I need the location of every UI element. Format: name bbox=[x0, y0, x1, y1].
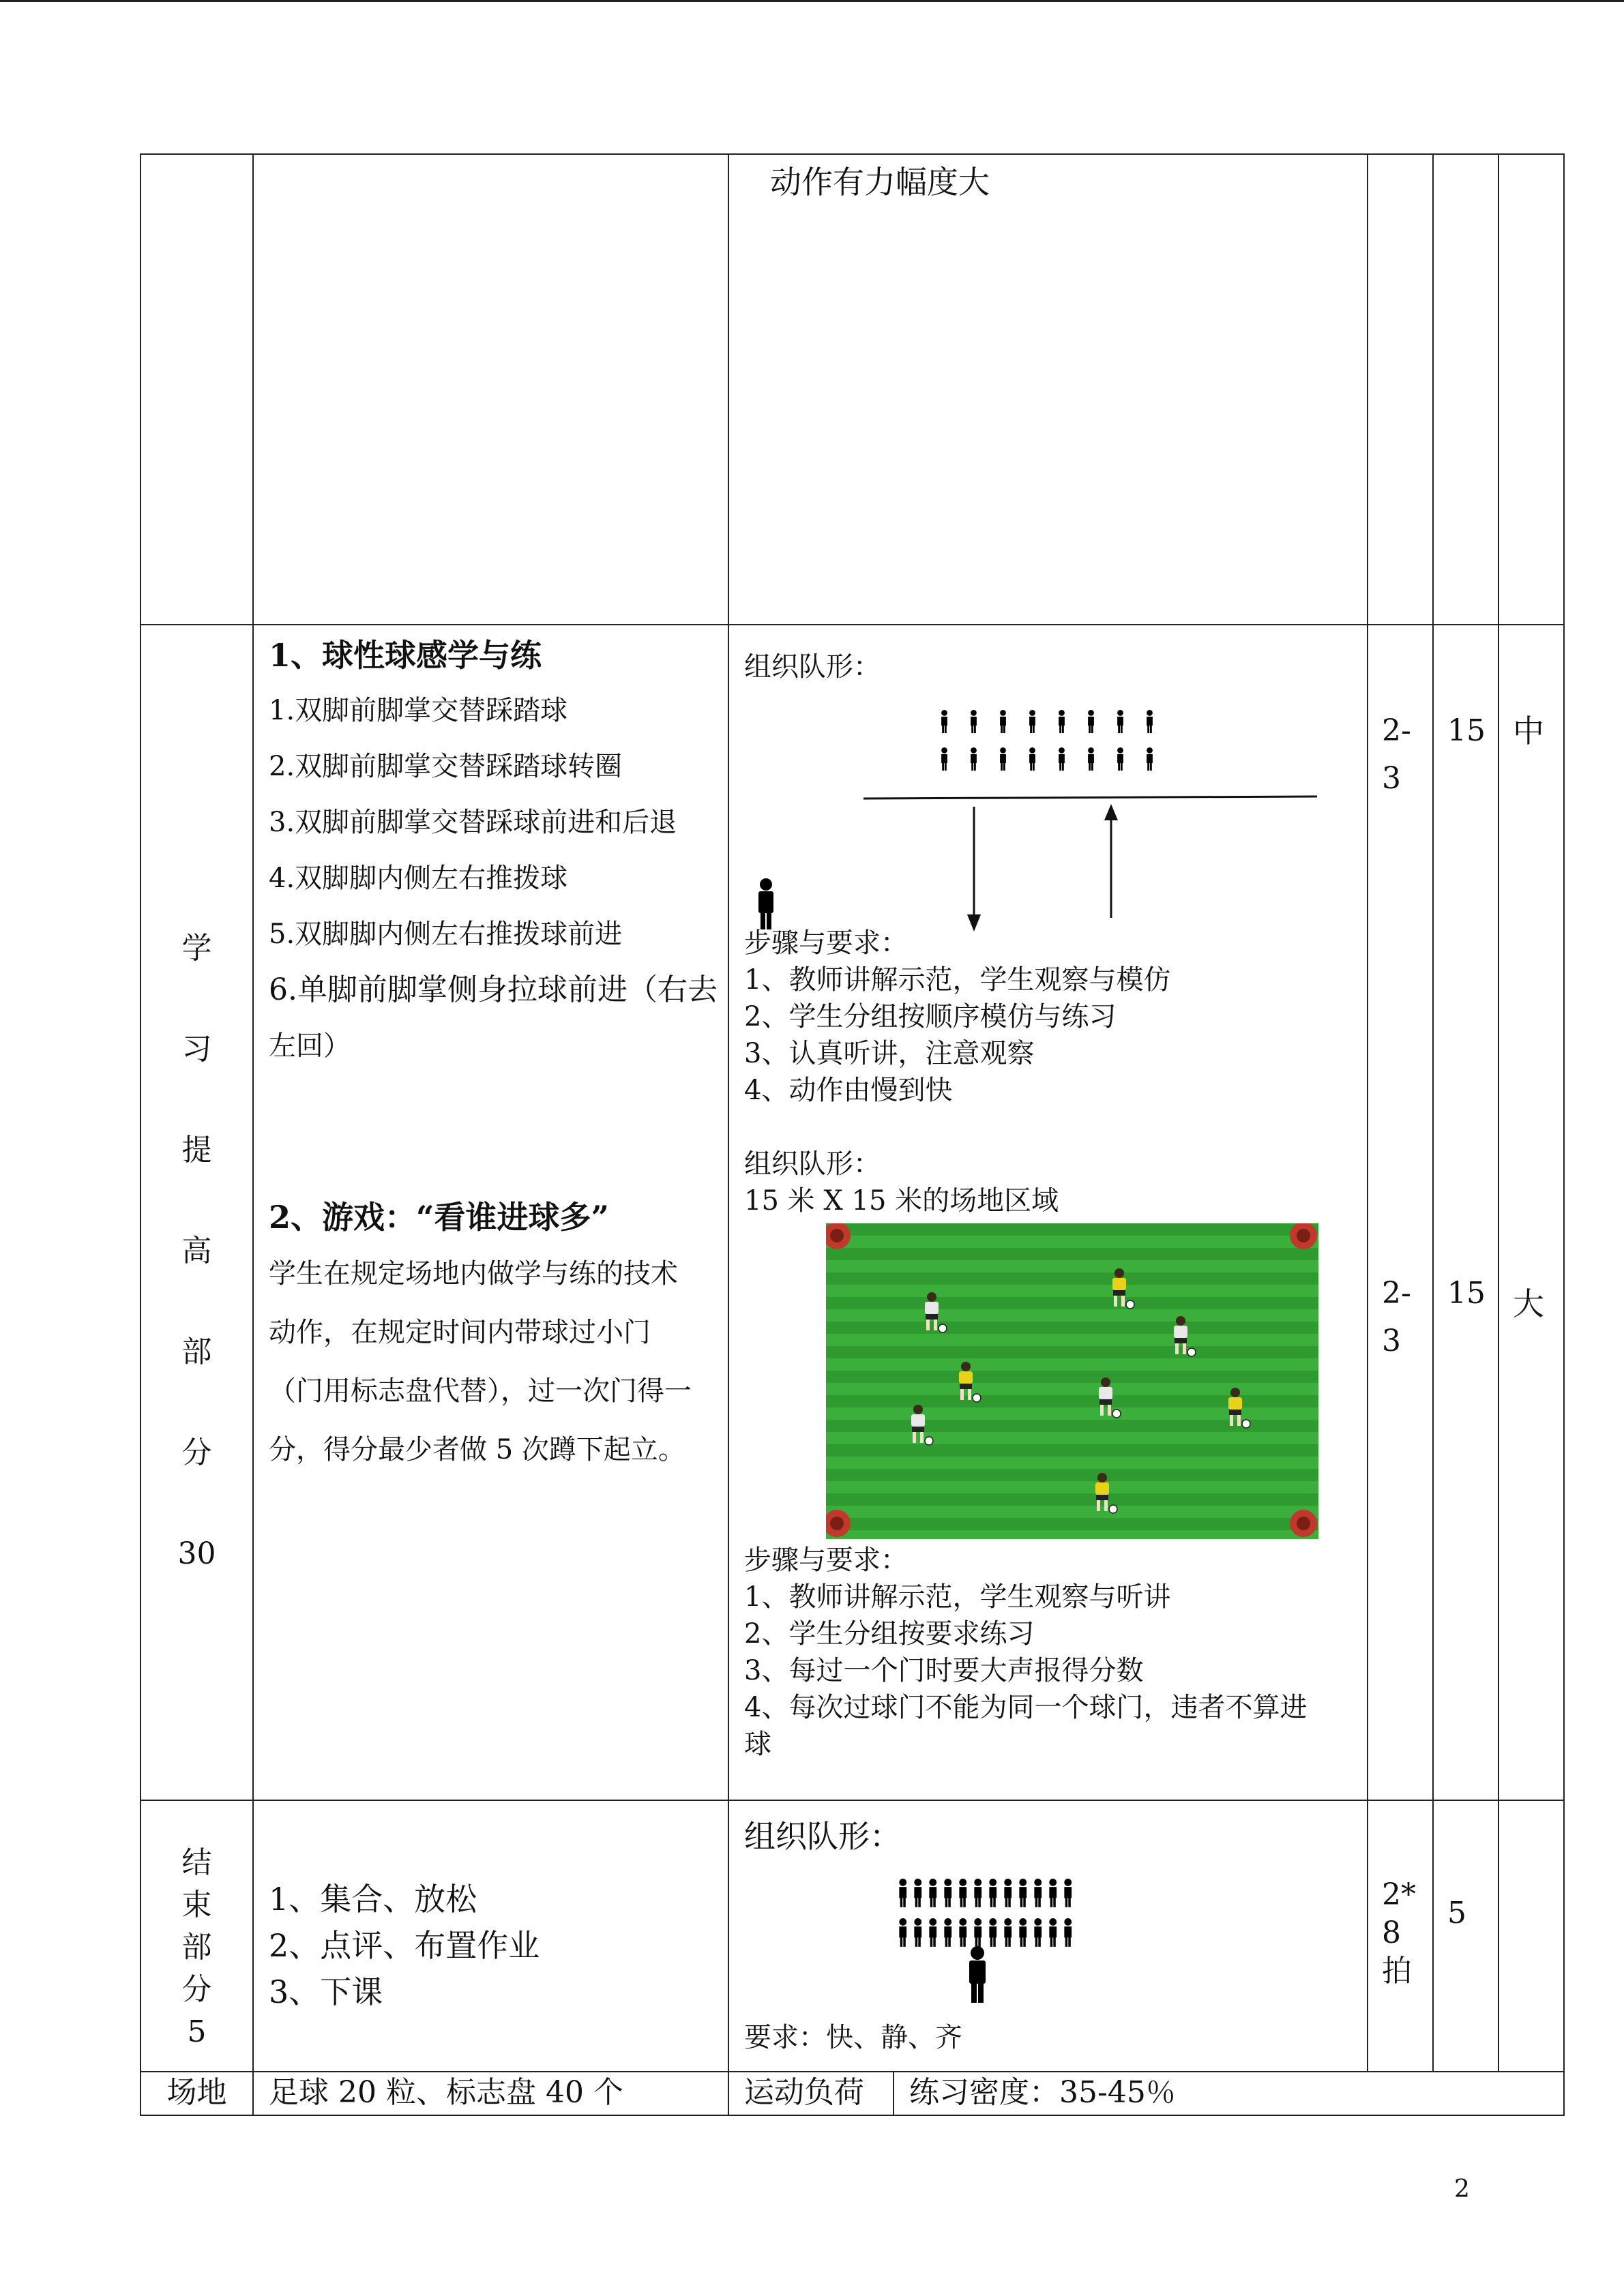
student-figure bbox=[971, 747, 977, 771]
org-label: 组织队形： bbox=[744, 1818, 901, 1855]
step-item: 4、每次过球门不能为同一个球门，违者不算进 bbox=[744, 1692, 1308, 1723]
minutes-cell bbox=[1433, 625, 1498, 1800]
student-figure bbox=[1029, 710, 1035, 733]
org1-label: 组织队形： bbox=[744, 651, 881, 683]
student-figure bbox=[1088, 747, 1094, 771]
content-cell bbox=[253, 1800, 728, 2072]
student-figure bbox=[989, 1918, 996, 1947]
student-figure bbox=[1147, 747, 1153, 771]
top-border-line bbox=[0, 0, 1624, 2]
step-item: 1、教师讲解示范，学生观察与模仿 bbox=[744, 964, 1171, 996]
section-char: 部 bbox=[181, 1930, 212, 1965]
section-char: 学 bbox=[181, 931, 212, 966]
requirement: 要求：快、静、齐 bbox=[744, 2022, 962, 2053]
list-item: 1.双脚前脚掌交替踩踏球 bbox=[269, 695, 568, 726]
table-row bbox=[141, 154, 1564, 625]
arrow-up-head bbox=[1104, 804, 1118, 820]
times-value: 2- bbox=[1382, 713, 1411, 748]
step-item: 4、动作由慢到快 bbox=[744, 1075, 953, 1106]
list-item: 3.双脚前脚掌交替踩球前进和后退 bbox=[269, 807, 677, 838]
student-figure bbox=[971, 710, 977, 733]
times-cell bbox=[1368, 625, 1433, 1800]
minutes-cell bbox=[1433, 154, 1498, 625]
student-figure bbox=[1034, 1918, 1042, 1947]
student-figure bbox=[941, 710, 947, 733]
step-item: 3、每过一个门时要大声报得分数 bbox=[744, 1655, 1144, 1686]
times-cell bbox=[1368, 1800, 1433, 2072]
student-figure bbox=[989, 1879, 996, 1907]
load-label: 运动负荷 bbox=[729, 2072, 894, 2115]
list-item: 2.双脚前脚掌交替踩踏球转圈 bbox=[269, 751, 623, 782]
student-figure bbox=[944, 1918, 951, 1947]
load-cell bbox=[1498, 625, 1564, 1800]
times-value: 2- bbox=[1382, 1276, 1411, 1311]
student-figure bbox=[1088, 710, 1094, 733]
step-item: 球 bbox=[744, 1729, 771, 1760]
student-figure bbox=[1029, 747, 1035, 771]
student-figure bbox=[1147, 710, 1153, 733]
field-surface bbox=[826, 1223, 1318, 1539]
student-figure bbox=[1019, 1918, 1027, 1947]
student-figure bbox=[914, 1879, 921, 1907]
list-item: 4.双脚脚内侧左右推拨球 bbox=[269, 863, 568, 894]
density-value: 练习密度：35-45％ bbox=[909, 2075, 1176, 2110]
minutes-value: 15 bbox=[1447, 713, 1486, 748]
student-figure bbox=[944, 1879, 951, 1907]
list-item: 5.双脚脚内侧左右推拨球前进 bbox=[269, 919, 623, 950]
student-figure bbox=[1019, 1879, 1027, 1907]
desc-line: 学生在规定场地内做学与练的技术 bbox=[269, 1258, 678, 1289]
load-value: 大 bbox=[1513, 1285, 1544, 1322]
section-char: 高 bbox=[181, 1234, 212, 1268]
teacher-figure bbox=[758, 878, 773, 929]
list-item: 3、下课 bbox=[269, 1973, 383, 2010]
times-value: 3 bbox=[1382, 1324, 1401, 1358]
student-figure bbox=[929, 1879, 936, 1907]
student-figure bbox=[929, 1918, 936, 1947]
org-cell bbox=[728, 625, 1368, 1800]
marker-cone bbox=[1290, 1510, 1317, 1537]
step-item: 3、认真听讲，注意观察 bbox=[744, 1038, 1035, 1069]
section-label-end bbox=[141, 1800, 253, 2072]
student-figure bbox=[1034, 1879, 1042, 1907]
desc-line: 分，得分最少者做 5 次蹲下起立。 bbox=[269, 1434, 685, 1465]
student-figure bbox=[1049, 1879, 1057, 1907]
section-char: 结 bbox=[181, 1845, 212, 1880]
section-char: 习 bbox=[181, 1032, 212, 1067]
student-figure bbox=[1004, 1918, 1012, 1947]
steps1-title: 步骤与要求： bbox=[744, 927, 908, 959]
page-number: 2 bbox=[1454, 2175, 1470, 2203]
times-cell bbox=[1368, 154, 1433, 625]
student-figure bbox=[941, 747, 947, 771]
student-figure bbox=[1059, 710, 1065, 733]
section-char: 分 bbox=[181, 1972, 212, 2007]
desc-line: 动作，在规定时间内带球过小门 bbox=[269, 1317, 651, 1348]
content-cell bbox=[253, 625, 728, 1800]
times-value: 2* bbox=[1382, 1877, 1416, 1912]
section-char: 提 bbox=[181, 1133, 212, 1167]
section-label-learn bbox=[141, 625, 253, 1800]
list-item: 1、集合、放松 bbox=[269, 1881, 477, 1918]
student-figure bbox=[1000, 747, 1006, 771]
student-figures bbox=[941, 710, 1153, 771]
times-value: 8 bbox=[1382, 1915, 1401, 1950]
student-figures bbox=[899, 1879, 1072, 1947]
student-figure bbox=[1117, 710, 1123, 733]
minutes-cell bbox=[1433, 1800, 1498, 2072]
step-item: 2、学生分组按顺序模仿与练习 bbox=[744, 1001, 1117, 1032]
load-footer-cell bbox=[728, 2072, 1564, 2115]
org-cell bbox=[728, 1800, 1368, 2072]
step-item: 1、教师讲解示范，学生观察与听讲 bbox=[744, 1581, 1171, 1613]
student-figure bbox=[899, 1918, 906, 1947]
lesson-plan-table bbox=[140, 153, 1565, 2116]
step-item: 2、学生分组按要求练习 bbox=[744, 1618, 1035, 1650]
student-figure bbox=[1064, 1879, 1072, 1907]
student-figure bbox=[959, 1918, 966, 1947]
times-value: 拍 bbox=[1382, 1954, 1412, 1988]
student-figure bbox=[1064, 1918, 1072, 1947]
part1-title: 1、球性球感学与练 bbox=[269, 637, 542, 674]
load-value: 中 bbox=[1513, 713, 1544, 749]
student-figure bbox=[974, 1879, 981, 1907]
section-char: 束 bbox=[181, 1888, 212, 1922]
table-row bbox=[141, 625, 1564, 1800]
student-figure bbox=[914, 1918, 921, 1947]
prev-text: 动作有力幅度大 bbox=[770, 164, 990, 200]
formation-diagram-2 bbox=[744, 1858, 1358, 2015]
list-item: 2、点评、布置作业 bbox=[269, 1927, 540, 1964]
top-line bbox=[863, 796, 1317, 799]
student-figure bbox=[1117, 747, 1123, 771]
part2-title: 2、游戏：“看谁进球多” bbox=[269, 1199, 609, 1236]
load-cell bbox=[1498, 154, 1564, 625]
steps2-title: 步骤与要求： bbox=[744, 1545, 908, 1576]
student-figure bbox=[1059, 747, 1065, 771]
org2-area: 15 米 X 15 米的场地区域 bbox=[744, 1185, 1059, 1217]
student-figure bbox=[959, 1879, 966, 1907]
section-char: 部 bbox=[181, 1335, 212, 1369]
table-row bbox=[141, 2072, 1564, 2115]
table-row bbox=[141, 1800, 1564, 2072]
section-minutes: 30 bbox=[177, 1536, 216, 1571]
venue-label: 场地 bbox=[141, 2072, 253, 2115]
section-char: 分 bbox=[181, 1435, 212, 1470]
student-figure bbox=[974, 1918, 981, 1947]
formation-diagram-1 bbox=[744, 662, 1358, 931]
student-figure bbox=[1049, 1918, 1057, 1947]
list-item: 左回） bbox=[269, 1030, 351, 1062]
game-field-image bbox=[826, 1223, 1318, 1539]
section-cell bbox=[141, 154, 253, 625]
times-value: 3 bbox=[1382, 761, 1401, 796]
org2-label: 组织队形： bbox=[744, 1148, 881, 1180]
minutes-value: 15 bbox=[1447, 1276, 1486, 1311]
desc-line: （门用标志盘代替），过一次门得一 bbox=[269, 1375, 692, 1407]
org-cell bbox=[728, 154, 1368, 625]
venue-value: 足球 20 粒、标志盘 40 个 bbox=[253, 2072, 728, 2115]
list-item: 6.单脚前脚掌侧身拉球前进（右去 bbox=[269, 972, 718, 1007]
student-figure bbox=[1000, 710, 1006, 733]
student-figure bbox=[1004, 1879, 1012, 1907]
teacher-figure bbox=[969, 1946, 986, 2003]
load-cell bbox=[1498, 1800, 1564, 2072]
student-figure bbox=[899, 1879, 906, 1907]
minutes-value: 5 bbox=[1447, 1896, 1466, 1930]
section-minutes: 5 bbox=[187, 2014, 207, 2049]
content-cell bbox=[253, 154, 728, 625]
